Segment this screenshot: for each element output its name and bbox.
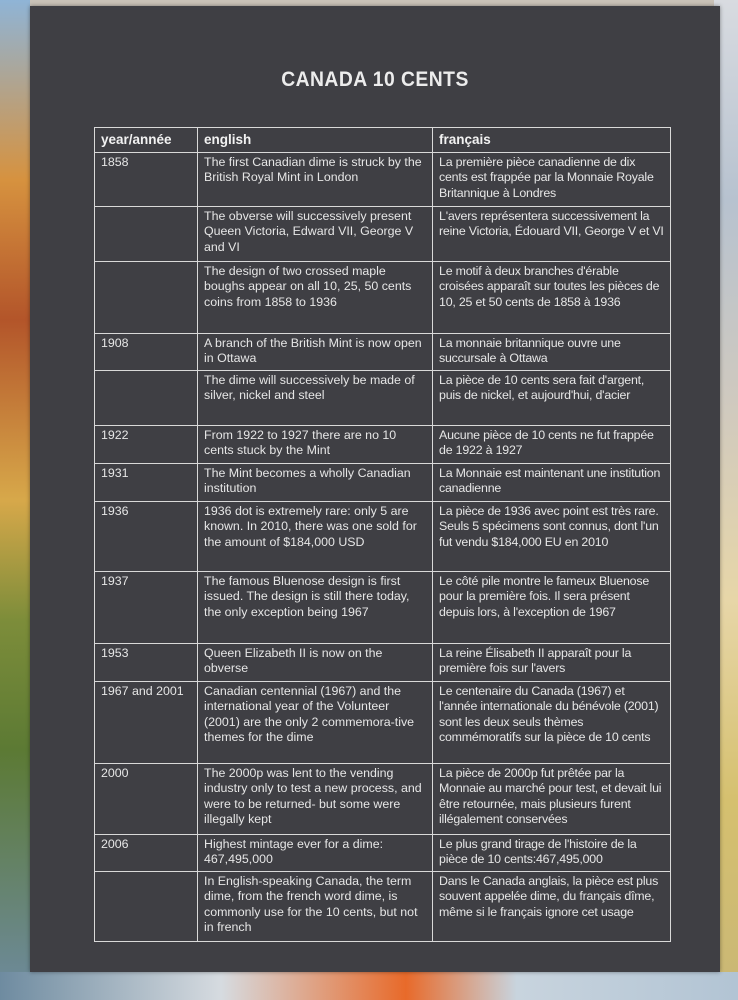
year-cell: 2006 — [95, 834, 198, 871]
table-header-row — [95, 128, 671, 153]
table-row — [95, 643, 671, 681]
french-cell: La pièce de 1936 avec point est très rare. Seuls 5 spécimens sont connus, dont l'un fut vendu $184,000 EU en 2010 — [433, 501, 671, 571]
year-cell: 1953 — [95, 643, 198, 681]
year-cell — [95, 871, 198, 941]
table-row — [95, 206, 671, 261]
table-row — [95, 501, 671, 571]
english-cell: The design of two crossed maple boughs appear on all 10, 25, 50 cents coins from 1858 to 1936 — [198, 261, 433, 333]
table-row — [95, 425, 671, 463]
english-cell: From 1922 to 1927 there are no 10 cents stuck by the Mint — [198, 425, 433, 463]
table-row — [95, 571, 671, 643]
table-row — [95, 152, 671, 206]
year-cell: 1967 and 2001 — [95, 681, 198, 763]
table-row — [95, 261, 671, 333]
english-cell: Queen Elizabeth II is now on the obverse — [198, 643, 433, 681]
french-cell: La reine Élisabeth II apparaît pour la première fois sur l'avers — [433, 643, 671, 681]
english-cell: In English-speaking Canada, the term dime, from the french word dime, is commonly use for the 10 cents, but not in french — [198, 871, 433, 941]
year-cell: 1936 — [95, 501, 198, 571]
english-cell: A branch of the British Mint is now open in Ottawa — [198, 333, 433, 370]
year-cell: 1922 — [95, 425, 198, 463]
french-cell: La pièce de 10 cents sera fait d'argent, puis de nickel, et aujourd'hui, d'acier — [433, 370, 671, 425]
table-row — [95, 463, 671, 501]
year-cell — [95, 370, 198, 425]
english-cell: Highest mintage ever for a dime: 467,495,000 — [198, 834, 433, 871]
background-artwork-left — [0, 0, 30, 1000]
french-cell: Le plus grand tirage de l'histoire de la pièce de 10 cents:467,495,000 — [433, 834, 671, 871]
table-row — [95, 370, 671, 425]
french-cell: La monnaie britannique ouvre une succursale à Ottawa — [433, 333, 671, 370]
english-cell: The obverse will successively present Queen Victoria, Edward VII, George V and VI — [198, 206, 433, 261]
table-row — [95, 871, 671, 941]
english-cell: Canadian centennial (1967) and the international year of the Volunteer (2001) are the only 2 commemora-tive themes for the dime — [198, 681, 433, 763]
french-cell: Aucune pièce de 10 cents ne fut frappée de 1922 à 1927 — [433, 425, 671, 463]
info-panel — [30, 6, 720, 972]
english-cell: 1936 dot is extremely rare: only 5 are known. In 2010, there was one sold for the amount of $184,000 USD — [198, 501, 433, 571]
table-row — [95, 681, 671, 763]
header-english: english — [198, 128, 433, 153]
french-cell: La première pièce canadienne de dix cents est frappée par la Monnaie Royale Britannique à Londres — [433, 152, 671, 206]
english-cell: The dime will successively be made of silver, nickel and steel — [198, 370, 433, 425]
history-table — [94, 127, 671, 942]
header-french: français — [433, 128, 671, 153]
year-cell: 1937 — [95, 571, 198, 643]
english-cell: The 2000p was lent to the vending industry only to test a new process, and were to be returned- but some were illegally kept — [198, 763, 433, 834]
table-row — [95, 333, 671, 370]
header-year: year/année — [95, 128, 198, 153]
french-cell: Le centenaire du Canada (1967) et l'année internationale du bénévole (2001) sont les deux seuls thèmes commémoratifs sur la pièce de 10 cents — [433, 681, 671, 763]
french-cell: La pièce de 2000p fut prêtée par la Monnaie au marché pour test, et devait lui être retournée, mais plusieurs furent illégalement conservées — [433, 763, 671, 834]
year-cell: 2000 — [95, 763, 198, 834]
page-title: CANADA 10 CENTS — [281, 68, 469, 91]
year-cell: 1908 — [95, 333, 198, 370]
table-row — [95, 763, 671, 834]
year-cell — [95, 206, 198, 261]
year-cell: 1931 — [95, 463, 198, 501]
french-cell: L'avers représentera successivement la reine Victoria, Édouard VII, George V et VI — [433, 206, 671, 261]
english-cell: The first Canadian dime is struck by the British Royal Mint in London — [198, 152, 433, 206]
background-artwork-bottom — [0, 972, 738, 1000]
french-cell: Le côté pile montre le fameux Bluenose pour la première fois. Il sera présent depuis lors, à l'exception de 1967 — [433, 571, 671, 643]
english-cell: The Mint becomes a wholly Canadian institution — [198, 463, 433, 501]
french-cell: Le motif à deux branches d'érable croisées apparaît sur toutes les pièces de 10, 25 et 50 cents de 1858 à 1936 — [433, 261, 671, 333]
year-cell — [95, 261, 198, 333]
year-cell: 1858 — [95, 152, 198, 206]
english-cell: The famous Bluenose design is first issued. The design is still there today, the only exception being 1967 — [198, 571, 433, 643]
table-row — [95, 834, 671, 871]
french-cell: La Monnaie est maintenant une institution canadienne — [433, 463, 671, 501]
french-cell: Dans le Canada anglais, la pièce est plus souvent appelée dime, du français dîme, même si le français ignore cet usage — [433, 871, 671, 941]
